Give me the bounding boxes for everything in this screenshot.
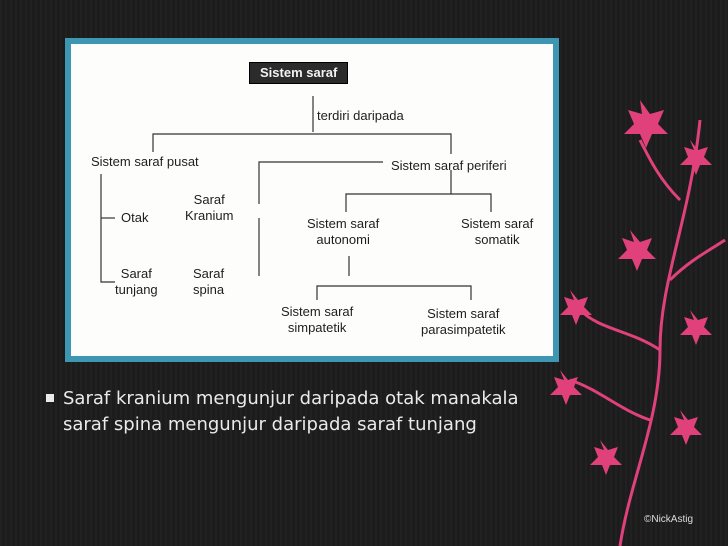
flower-icon [680,310,712,345]
watermark: ©NickAstig [644,514,694,525]
node-line: Sistem saraf [281,304,354,319]
node-line: Sistem saraf [461,216,534,231]
bullet-line-2: saraf spina mengunjur daripada saraf tunjang [63,414,477,435]
node-line: spina [193,282,225,297]
node-line: Kranium [185,208,234,223]
vine-branch [580,310,660,350]
node-saraf-kranium [185,192,233,224]
connector-kranium [259,162,383,204]
node-line: Sistem saraf [307,216,380,231]
flower-icon [560,290,592,325]
node-otak: Otak [121,210,149,225]
vine-branch [570,380,650,420]
link-label: terdiri daripada [317,108,404,123]
node-line: somatik [474,232,520,247]
flower-icon [670,410,702,445]
node-line: Saraf [193,192,225,207]
flower-icon [550,370,582,405]
vine-branch [640,140,680,200]
node-line: parasimpatetik [421,322,506,337]
floral-vine-decoration [540,80,728,546]
connector-pusat-tunjang [101,174,115,282]
node-sistem-saraf-pusat: Sistem saraf pusat [91,154,199,169]
bullet-line-1: Saraf kranium mengunjur daripada otak manakala [63,388,519,409]
node-sistem-saraf-parasimpatetik [421,306,506,338]
connector-autonomi-branches [317,286,471,300]
node-line: tunjang [115,282,158,297]
node-saraf-tunjang [115,266,158,298]
node-line: Saraf [120,266,152,281]
node-saraf-spina [193,266,224,298]
node-line: autonomi [316,232,370,247]
diagram-frame [65,38,559,362]
connector-root-branches [153,134,451,154]
root-node: Sistem saraf [249,62,348,84]
vine-branch [670,240,725,280]
flower-icon [618,230,656,271]
node-line: Sistem saraf [427,306,500,321]
node-line: simpatetik [287,320,347,335]
node-sistem-saraf-simpatetik [281,304,353,336]
nervous-system-diagram [71,44,553,356]
flower-icon [590,440,622,475]
node-sistem-saraf-somatik [461,216,533,248]
square-bullet-icon [46,394,54,402]
node-line: Saraf [193,266,225,281]
connector-periferi-branches [346,194,491,212]
node-sistem-saraf-periferi: Sistem saraf periferi [391,158,507,173]
flower-icon [624,100,668,148]
node-sistem-saraf-autonomi [307,216,379,248]
